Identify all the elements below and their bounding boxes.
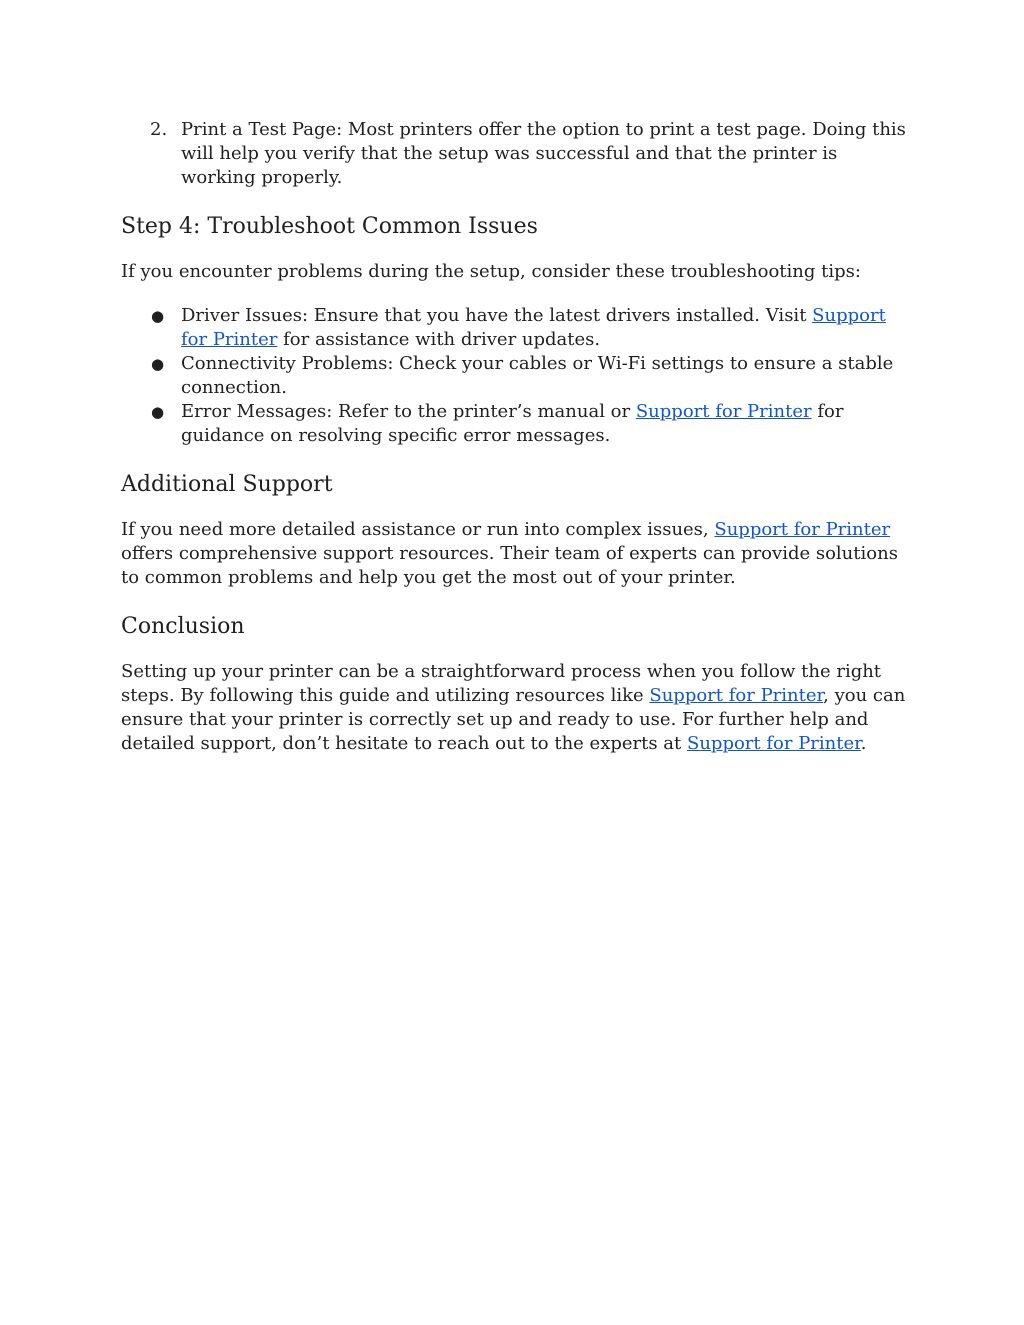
additional-support-paragraph [121,518,911,590]
bullet-item-driver-issues [121,304,911,352]
support-for-printer-link[interactable]: Support for Printer [714,519,891,540]
list-item-print-test-page [121,118,911,190]
support-for-printer-link[interactable]: Support for Printer [649,685,824,706]
heading-additional-support: Additional Support [121,472,333,497]
bullet-text-before: Driver Issues: Ensure that you have the latest drivers installed. Visit [181,305,813,326]
support-for-printer-link[interactable]: Support for Printer [635,401,812,422]
document-page [121,118,911,756]
list-number: 2. [150,119,168,140]
paragraph-text-part-1: Setting up your printer can be a straightforward process when you follow the right steps. By following this guide and utilizing resources like [121,661,882,706]
paragraph-text-part-3: . [860,733,867,754]
bullet-icon: ● [151,403,165,421]
bullet-text-after: for assistance with driver updates. [277,329,601,350]
troubleshoot-intro: If you encounter problems during the setup, consider these troubleshooting tips: [121,261,861,282]
bullet-text-before: Error Messages: Refer to the printer’s manual or [181,401,636,422]
bullet-icon: ● [151,355,165,373]
bullet-item-connectivity [121,352,911,400]
numbered-list [121,118,911,190]
paragraph-text-before: If you need more detailed assistance or run into complex issues, [121,519,715,540]
conclusion-paragraph [121,660,911,756]
paragraph-text-part-2: , you can ensure that your printer is correctly set up and ready to use. For further help and detailed support, don’t hesitate to reach out to the experts at [121,685,906,754]
bullet-text-after: for guidance on resolving specific error messages. [181,401,844,446]
heading-step-4: Step 4: Troubleshoot Common Issues [121,214,538,239]
bullet-icon: ● [151,307,165,325]
support-for-printer-link[interactable]: Support for Printer [687,733,861,754]
troubleshoot-bullet-list [121,304,911,448]
bullet-item-error-messages [121,400,911,448]
support-for-printer-link[interactable]: Support for Printer [181,305,886,350]
paragraph-text-after: offers comprehensive support resources. Their team of experts can provide solutions to common problems and help you get the most out of your printer. [121,543,898,588]
heading-conclusion: Conclusion [121,614,245,639]
list-item-text: Print a Test Page: Most printers offer the option to print a test page. Doing this will help you verify that the setup was successful and that the printer is working properly. [181,119,906,188]
bullet-text: Connectivity Problems: Check your cables or Wi-Fi settings to ensure a stable connection. [181,353,894,398]
